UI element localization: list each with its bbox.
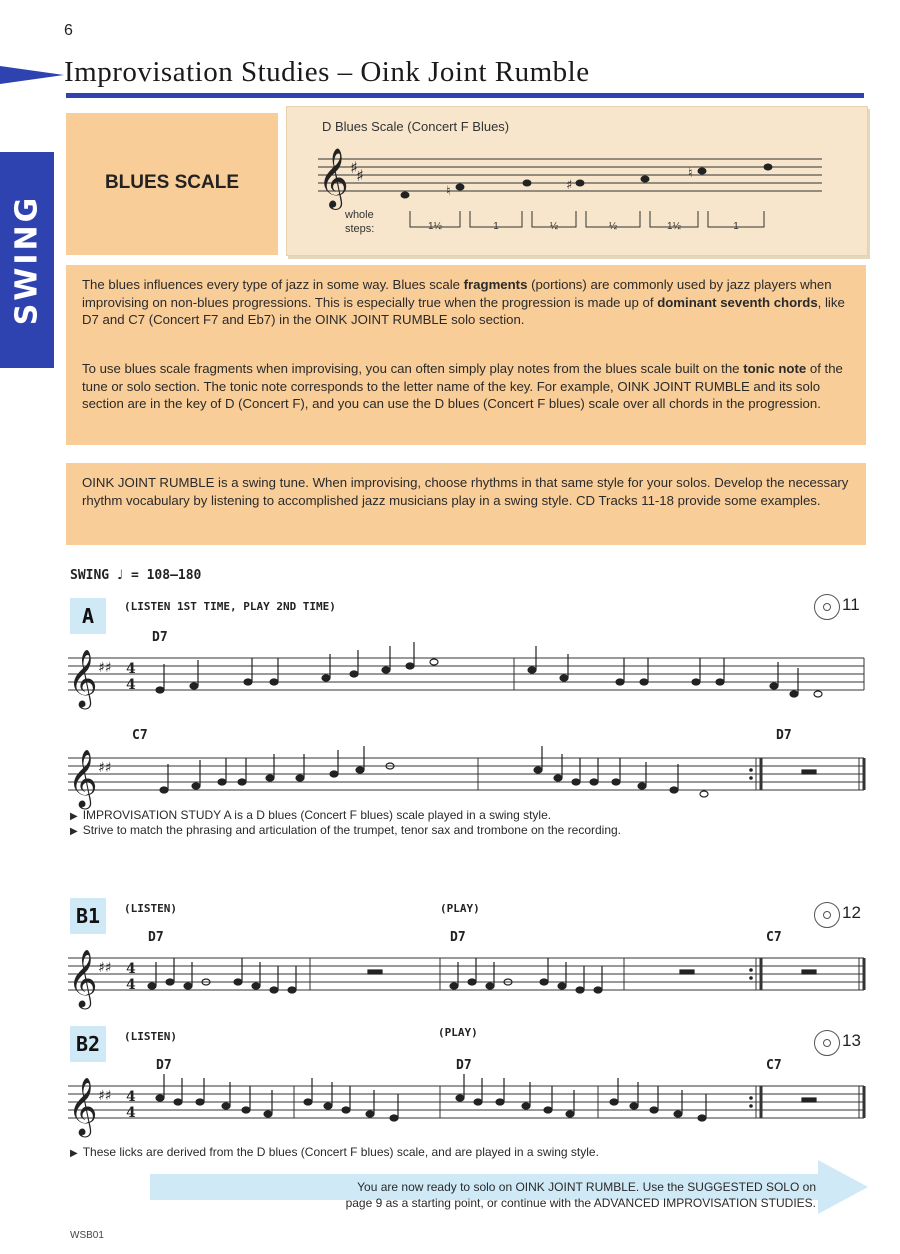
rehearsal-mark-b1: B1 <box>70 898 106 934</box>
direction-listen: (LISTEN) <box>124 1030 177 1043</box>
staff-study-b1 <box>64 940 868 1012</box>
treble-clef-icon: 𝄞 <box>68 1077 98 1135</box>
paragraph-swing-tune: OINK JOINT RUMBLE is a swing tune. When improvising, choose rhythms in that same style for your solos. Develop the necessary rhythm vocabulary by listening to accomplished jazz musicians play in a swing style. CD Tracks 11-18 provide some examples. <box>82 475 849 508</box>
page-title: Improvisation Studies – Oink Joint Rumble <box>64 56 590 88</box>
key-signature: ♯ <box>350 158 358 177</box>
svg-text:♯♯: ♯♯ <box>98 1088 112 1104</box>
chord-symbol: D7 <box>450 930 466 945</box>
chord-symbol: D7 <box>456 1058 472 1073</box>
svg-text:♮: ♮ <box>446 184 451 199</box>
rehearsal-mark-b2: B2 <box>70 1026 106 1062</box>
blues-scale-heading: BLUES SCALE <box>104 172 240 193</box>
treble-clef-icon: 𝄞 <box>68 749 98 807</box>
direction-play: (PLAY) <box>438 1026 478 1039</box>
step-2: 1 <box>493 221 499 232</box>
direction-listen: (LISTEN) <box>124 902 177 915</box>
bullet-study-a-1: ▶ IMPROVISATION STUDY A is a D blues (Concert F blues) scale played in a swing style. <box>70 808 552 822</box>
cd-track-icon <box>814 594 840 620</box>
svg-text:♯: ♯ <box>566 178 573 193</box>
treble-clef-icon: 𝄞 <box>318 148 349 208</box>
cd-track-icon <box>814 902 840 928</box>
step-1: 1½ <box>428 221 442 232</box>
step-6: 1 <box>733 221 739 232</box>
chord-symbol: D7 <box>152 630 168 645</box>
chord-symbol: D7 <box>148 930 164 945</box>
staff-study-a-line2 <box>64 740 868 812</box>
quarter-note-icon: ♩ <box>116 568 124 583</box>
svg-text:4: 4 <box>126 977 136 993</box>
side-tab-label: SWING <box>9 194 45 326</box>
chord-symbol: C7 <box>766 1058 782 1073</box>
svg-text:♯♯: ♯♯ <box>98 660 112 676</box>
svg-text:4: 4 <box>126 661 136 677</box>
cd-track-icon <box>814 1030 840 1056</box>
svg-text:4: 4 <box>126 677 136 693</box>
svg-text:♯♯: ♯♯ <box>98 760 112 776</box>
chord-symbol: C7 <box>766 930 782 945</box>
svg-text:♯♯: ♯♯ <box>98 960 112 976</box>
chord-symbol: D7 <box>156 1058 172 1073</box>
rehearsal-mark-a: A <box>70 598 106 634</box>
paragraph-blues-influence: The blues influences every type of jazz in some way. Blues scale fragments (portions) are commonly used by jazz players when improvising on non-blues progressions. This is especially true when the progression is made up of dominant seventh chords, like D7 and C7 (Concert F7 and Eb7) in the OINK JOINT RUMBLE solo section. <box>82 277 845 327</box>
cd-track-number: 11 <box>842 595 860 614</box>
paragraph-blues-fragments: To use blues scale fragments when improvising, you can often simply play notes from the blues scale built on the tonic note of the tune or solo section. The tonic note corresponds to the letter name of the key. For example, OINK JOINT RUMBLE and its solo section are in the key of D (Concert F), and you can use the D blues (Concert F blues) scale over all chords in the progression. <box>82 361 843 411</box>
side-tab <box>0 152 54 368</box>
steps-label-2: steps: <box>345 223 375 235</box>
step-3: ½ <box>549 221 559 232</box>
svg-text:♯: ♯ <box>356 166 364 185</box>
cd-track-number: 12 <box>842 903 861 922</box>
steps-label-1: whole <box>345 209 374 221</box>
staff-study-b2 <box>64 1068 868 1140</box>
step-5: 1½ <box>667 221 681 232</box>
bullet-study-a-2: ▶ Strive to match the phrasing and articulation of the trumpet, tenor sax and trombone on the recording. <box>70 823 622 837</box>
chord-symbol: D7 <box>776 728 792 743</box>
title-rule <box>66 93 864 98</box>
treble-clef-icon: 𝄞 <box>68 649 98 707</box>
blues-scale-caption: D Blues Scale (Concert F Blues) <box>322 119 510 134</box>
svg-text:4: 4 <box>126 961 136 977</box>
next-steps-text: You are now ready to solo on OINK JOINT RUMBLE. Use the SUGGESTED SOLO on page 9 as a starting point, or continue with the ADVANCED IMPROVISATION STUDIES. <box>345 1180 816 1210</box>
chord-symbol: C7 <box>132 728 148 743</box>
svg-text:4: 4 <box>126 1089 136 1105</box>
blues-scale-staff <box>290 135 862 245</box>
header-arrow-icon <box>0 60 64 90</box>
svg-text:♮: ♮ <box>688 166 693 181</box>
svg-text:4: 4 <box>126 1105 136 1121</box>
treble-clef-icon: 𝄞 <box>68 949 98 1007</box>
bullet-study-b: ▶ These licks are derived from the D blues (Concert F blues) scale, and are played in a swing style. <box>70 1145 599 1159</box>
page-number: 6 <box>64 22 73 39</box>
tempo-marking: SWING ♩ = 108–180 <box>70 568 202 583</box>
direction-listen-play: (LISTEN 1ST TIME, PLAY 2ND TIME) <box>124 600 336 613</box>
cd-track-number: 13 <box>842 1031 861 1050</box>
staff-study-a-line1 <box>64 640 868 712</box>
footer-code: WSB01 <box>70 1230 104 1241</box>
step-4: ½ <box>608 221 618 232</box>
direction-play: (PLAY) <box>440 902 480 915</box>
